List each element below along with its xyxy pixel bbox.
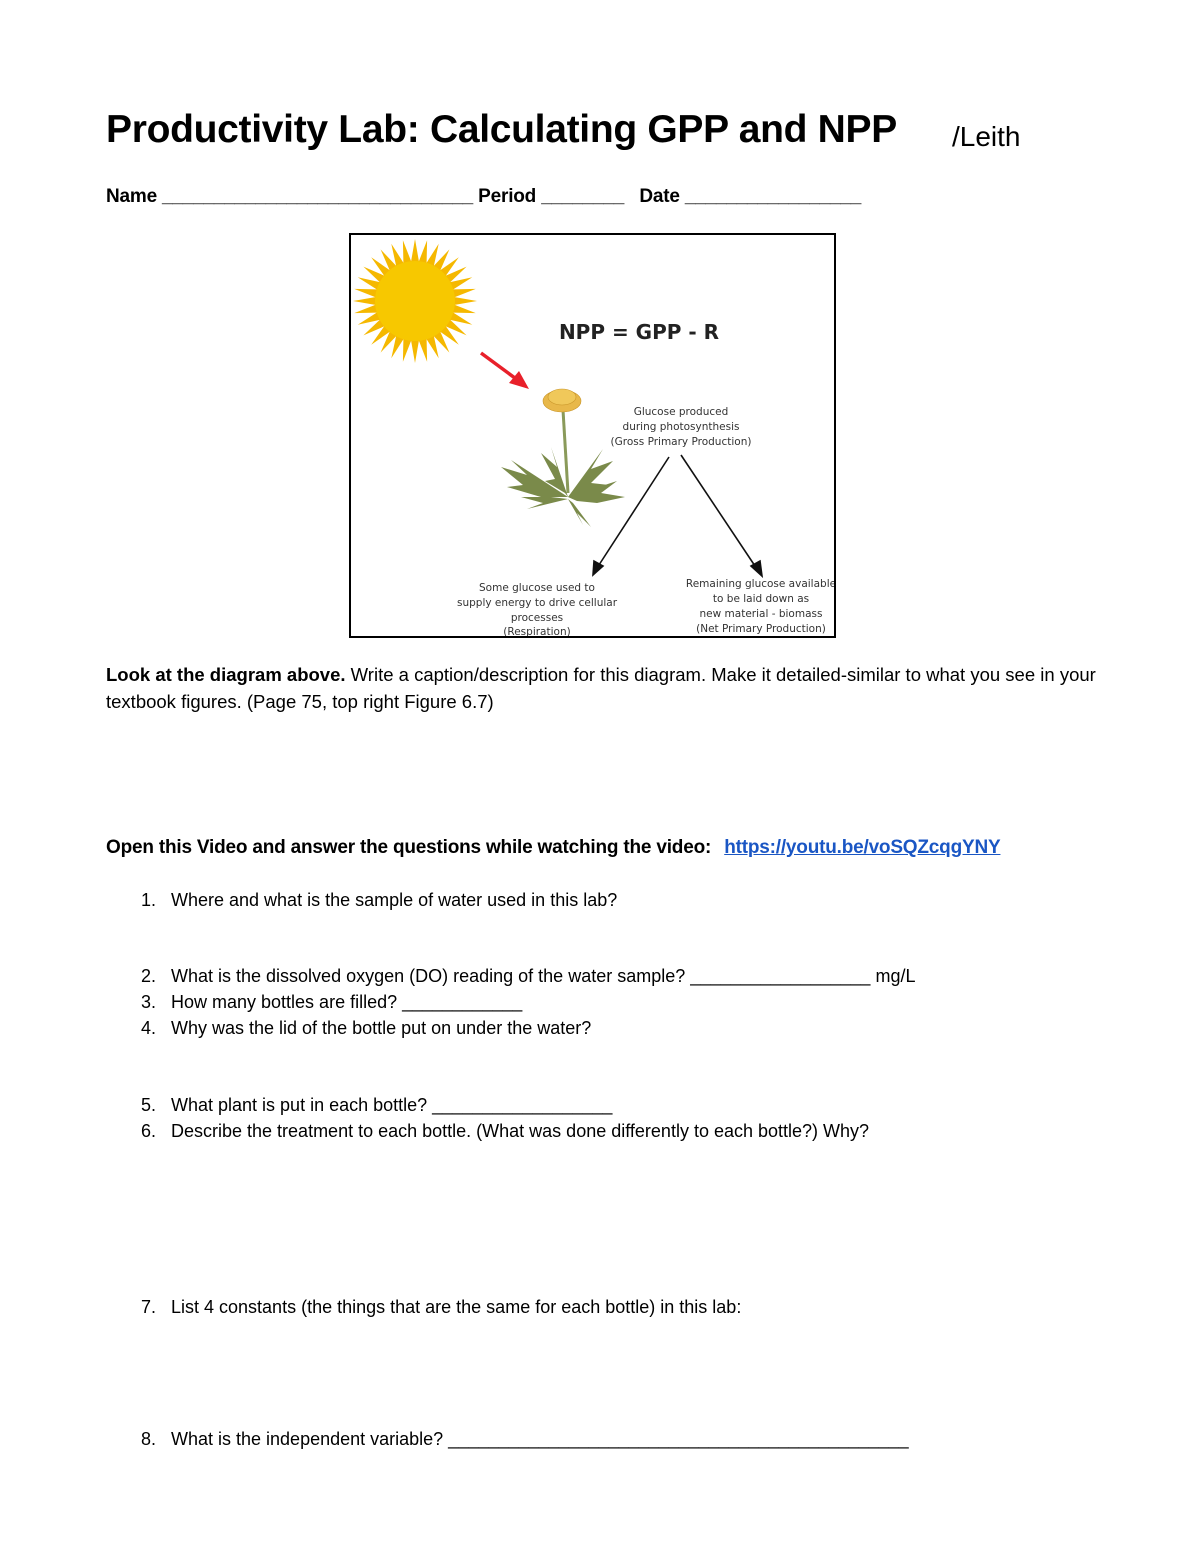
- video-prompt: [106, 837, 1000, 859]
- question-number: 2.: [140, 966, 156, 986]
- sunlight-arrow-icon: [481, 353, 529, 389]
- equation-text: NPP = GPP - R: [558, 320, 720, 344]
- svg-text:(Gross Primary Production): (Gross Primary Production): [610, 436, 752, 448]
- title-suffix: /Leith: [952, 121, 1021, 152]
- branch-arrows-icon: [593, 455, 762, 576]
- svg-text:Glucose produced: Glucose produced: [633, 406, 729, 418]
- period-blank[interactable]: ________: [541, 186, 625, 207]
- svg-text:(Net Primary Production): (Net Primary Production): [696, 623, 826, 635]
- question-number: 4.: [140, 1018, 156, 1038]
- question-text: What is the dissolved oxygen (DO) reading of the water sample? __________________ mg/L: [171, 966, 916, 986]
- gpp-label: [611, 406, 752, 448]
- question-number: 3.: [140, 992, 156, 1012]
- npp-gpp-diagram: [349, 233, 836, 638]
- respiration-label: [457, 582, 618, 636]
- svg-text:(Respiration): (Respiration): [503, 626, 571, 636]
- question-text: Describe the treatment to each bottle. (What was done differently to each bottle?) Why?: [171, 1121, 870, 1141]
- page-title: Productivity Lab: Calculating GPP and NPP: [106, 108, 897, 151]
- name-label: Name: [106, 186, 157, 207]
- diagram-instructions: [106, 661, 1136, 715]
- dandelion-plant-icon: [501, 389, 625, 527]
- svg-text:during photosynthesis: during photosynthesis: [622, 421, 740, 433]
- question-number: 1.: [140, 890, 156, 910]
- svg-text:Remaining glucose available: Remaining glucose available: [685, 578, 834, 590]
- sun-icon: [353, 239, 477, 363]
- diagram-svg: [351, 235, 834, 636]
- question-number: 6.: [140, 1121, 156, 1141]
- question-text: Where and what is the sample of water used in this lab?: [171, 890, 618, 910]
- question-text: Why was the lid of the bottle put on under the water?: [171, 1018, 592, 1038]
- question-number: 5.: [140, 1095, 156, 1115]
- question-text: What plant is put in each bottle? __________________: [171, 1095, 613, 1115]
- npp-label: [686, 578, 834, 635]
- svg-text:new material - biomass: new material - biomass: [699, 608, 823, 620]
- question-number: 7.: [140, 1297, 156, 1317]
- name-blank[interactable]: ______________________________: [162, 186, 474, 207]
- question-text: List 4 constants (the things that are the same for each bottle) in this lab:: [171, 1297, 742, 1317]
- question-number: 8.: [140, 1429, 156, 1449]
- question-text: What is the independent variable? ______________________________________________: [171, 1429, 909, 1449]
- date-label: Date: [639, 186, 680, 207]
- period-label: Period: [478, 186, 537, 207]
- video-link[interactable]: https://youtu.be/voSQZcqgYNY: [724, 837, 1001, 858]
- date-blank[interactable]: _________________: [684, 186, 862, 207]
- svg-text:supply energy to drive cellula: supply energy to drive cellular: [456, 597, 618, 609]
- svg-text:to be laid down as: to be laid down as: [712, 593, 810, 605]
- svg-text:processes: processes: [510, 612, 564, 624]
- instructions-bold: Look at the diagram above.: [106, 664, 346, 685]
- svg-text:Some glucose used to: Some glucose used to: [479, 582, 595, 594]
- instructions-text: Write a caption/description for this diagram. Make it detailed-similar to what you see in your textbook figures. (Page 75, top right Figure 6.7): [106, 664, 1096, 712]
- video-prompt-text: Open this Video and answer the questions while watching the video:: [106, 837, 712, 858]
- question-text: How many bottles are filled? ____________: [171, 992, 523, 1012]
- student-info-line: [106, 186, 861, 208]
